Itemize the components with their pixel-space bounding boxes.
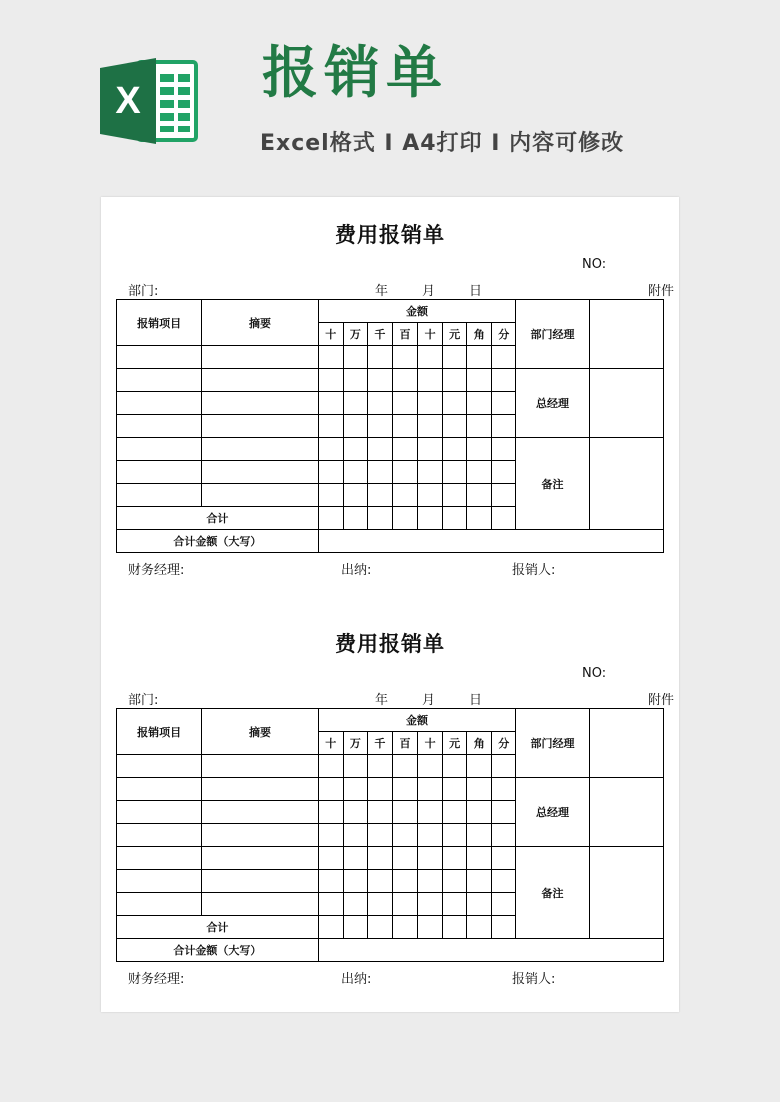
attachment-label: 附件 [648, 284, 675, 299]
form-number-label: NO: [582, 257, 607, 272]
excel-logo-letter: X [115, 80, 141, 122]
digit-header: 元 [443, 732, 467, 755]
digit-header: 千 [367, 732, 392, 755]
month-label: 月 [422, 693, 436, 708]
expense-table [116, 299, 664, 553]
total-capital-row [117, 530, 664, 553]
general-manager-sign-cell[interactable] [589, 369, 663, 438]
remarks-label: 备注 [516, 438, 589, 530]
total-capital-row [117, 939, 664, 962]
total-capital-cell[interactable] [318, 530, 663, 553]
table-row [117, 847, 664, 870]
general-manager-label: 总经理 [516, 369, 589, 438]
page-title: 报销单 [262, 41, 448, 106]
digit-header: 元 [443, 323, 467, 346]
document-page [101, 197, 679, 1012]
total-label: 合计 [117, 507, 319, 530]
column-header-summary: 摘要 [202, 300, 318, 346]
table-row [117, 369, 664, 392]
excel-logo-icon [100, 58, 200, 144]
column-header-summary: 摘要 [202, 709, 318, 755]
form-title: 费用报销单 [335, 223, 445, 247]
digit-header: 分 [492, 323, 516, 346]
year-label: 年 [375, 693, 389, 708]
digit-header: 百 [392, 732, 417, 755]
remarks-cell[interactable] [589, 847, 663, 939]
table-row [117, 778, 664, 801]
claimant-label: 报销人: [512, 972, 556, 987]
month-label: 月 [422, 284, 436, 299]
expense-form-2 [101, 606, 679, 996]
department-label: 部门: [128, 284, 159, 299]
column-header-amount: 金额 [318, 709, 516, 732]
column-header-amount: 金额 [318, 300, 516, 323]
finance-manager-label: 财务经理: [128, 563, 185, 578]
dept-manager-sign-cell[interactable] [589, 300, 663, 369]
remarks-cell[interactable] [589, 438, 663, 530]
digit-header: 十 [418, 323, 443, 346]
digit-header: 十 [318, 732, 343, 755]
dept-manager-sign-cell[interactable] [589, 709, 663, 778]
cashier-label: 出纳: [341, 563, 372, 578]
digit-header: 万 [343, 732, 367, 755]
general-manager-sign-cell[interactable] [589, 778, 663, 847]
claimant-label: 报销人: [512, 563, 556, 578]
day-label: 日 [469, 693, 483, 708]
department-label: 部门: [128, 693, 159, 708]
column-header-item: 报销项目 [117, 300, 202, 346]
digit-header: 角 [467, 732, 492, 755]
cashier-label: 出纳: [341, 972, 372, 987]
dept-manager-label: 部门经理 [516, 300, 589, 369]
day-label: 日 [469, 284, 483, 299]
year-label: 年 [375, 284, 389, 299]
page-subtitle: Excel格式 I A4打印 I 内容可修改 [260, 131, 625, 156]
digit-header: 万 [343, 323, 367, 346]
expense-table [116, 708, 664, 962]
digit-header: 百 [392, 323, 417, 346]
digit-header: 千 [367, 323, 392, 346]
total-label: 合计 [117, 916, 319, 939]
total-capital-cell[interactable] [318, 939, 663, 962]
finance-manager-label: 财务经理: [128, 972, 185, 987]
digit-header: 十 [418, 732, 443, 755]
dept-manager-label: 部门经理 [516, 709, 589, 778]
general-manager-label: 总经理 [516, 778, 589, 847]
attachment-label: 附件 [648, 693, 675, 708]
digit-header: 分 [492, 732, 516, 755]
table-row [117, 438, 664, 461]
form-title: 费用报销单 [335, 632, 445, 656]
digit-header: 角 [467, 323, 492, 346]
column-header-item: 报销项目 [117, 709, 202, 755]
total-capital-label: 合计金额（大写） [117, 530, 319, 553]
remarks-label: 备注 [516, 847, 589, 939]
form-number-label: NO: [582, 666, 607, 681]
digit-header: 十 [318, 323, 343, 346]
expense-form-1 [101, 197, 679, 587]
total-capital-label: 合计金额（大写） [117, 939, 319, 962]
